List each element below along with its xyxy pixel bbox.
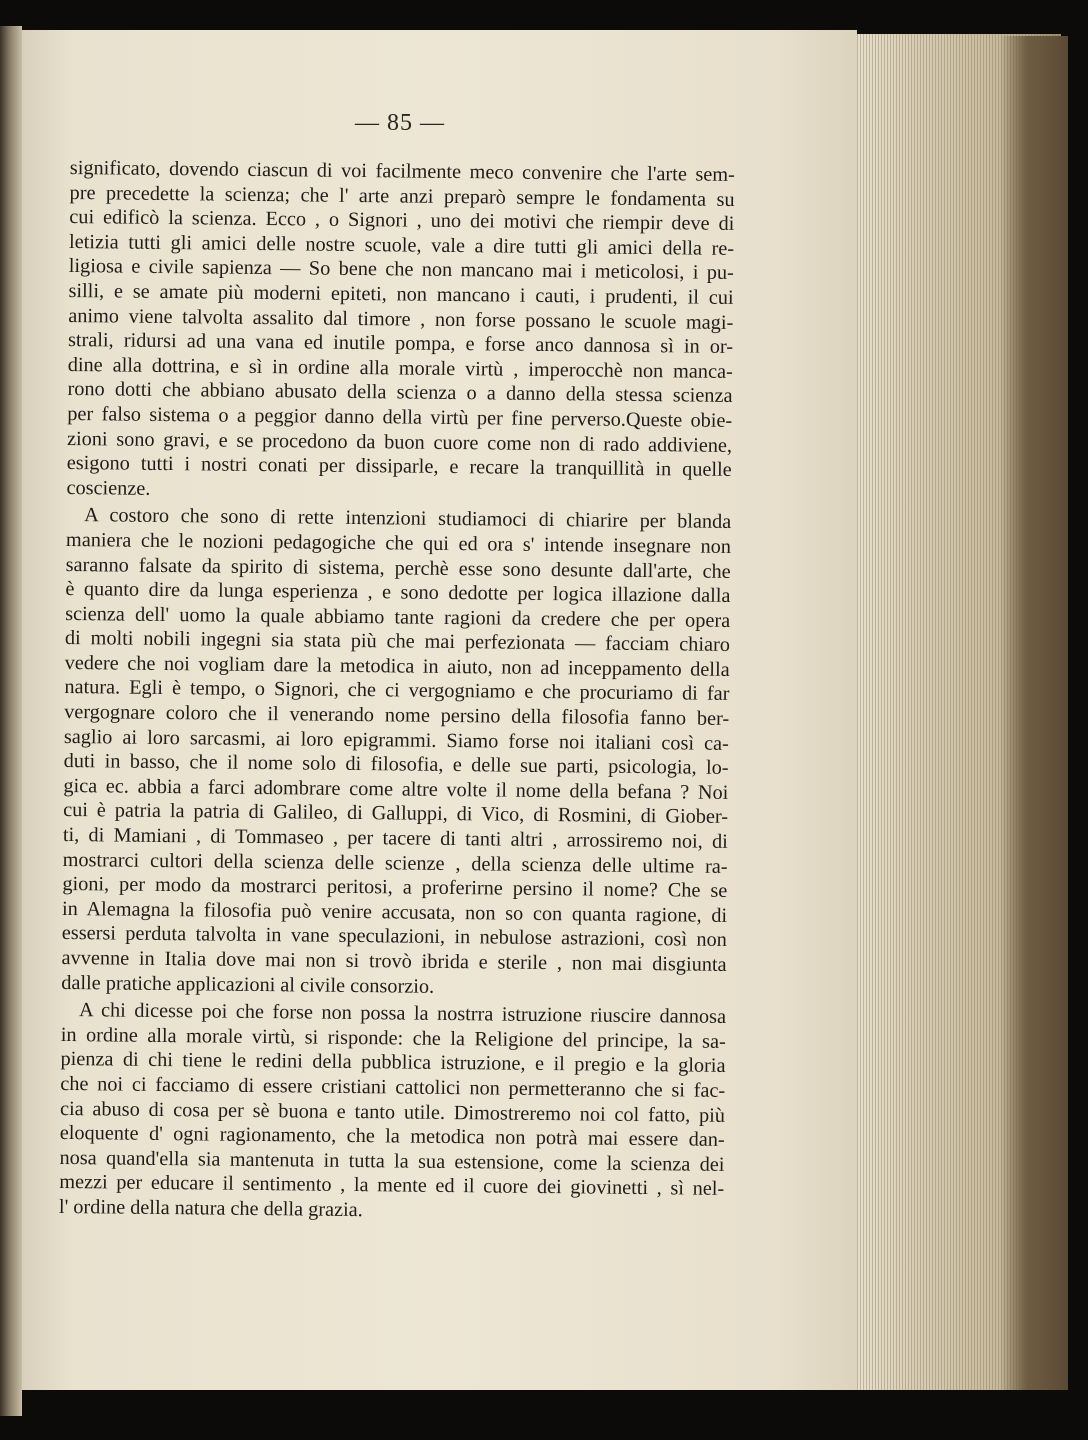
text-line: che noi ci facciamo di essere cristiani cattolici non permetteranno che si fac- <box>60 1072 726 1102</box>
text-line: maniera che le nozioni pedagogiche che qui ed ora s' intende insegnare non <box>65 528 732 558</box>
text-line: strali, ridursi ad una vana ed inutile pompa, e forse anco dannosa sì in or- <box>67 329 734 359</box>
text-line: pienza di chi tiene le redini della pubblica istruzione, e il pregio e la gloria <box>60 1048 726 1078</box>
text-line: silli, e se amate più moderni epiteti, non mancano i cauti, i prudenti, il cui <box>68 279 734 309</box>
text-line: gioni, per modo da mostrarci peritosi, a proferirne persino il nome? Che se <box>62 873 728 903</box>
text-line: cia abuso di cosa per sè buona e tanto utile. Dimostreremo noi col fatto, più <box>59 1097 726 1127</box>
book-cover-edge <box>1000 36 1068 1390</box>
text-line: in ordine alla morale virtù, si risponde: che la Religione del principe, la sa- <box>60 1023 726 1053</box>
previous-page-edge <box>0 26 22 1416</box>
text-line: letizia tutti gli amici delle nostre scuole, vale a dire tutti gli amici della re- <box>68 230 735 260</box>
text-line: cui è patria la patria di Galileo, di Galluppi, di Vico, di Rosmini, di Giober- <box>63 799 729 829</box>
text-line: saglio ai loro sarcasmi, ai loro epigrammi. Siamo forse noi italiani così ca- <box>63 725 729 755</box>
text-line: scienza dell' uomo la quale abbiamo tante ragioni da credere che per opera <box>65 602 731 632</box>
text-line: in Alemagna la filosofia può venire accusata, non so con quanta ragione, di <box>62 897 728 927</box>
paragraph-1 <box>66 156 735 507</box>
text-line: essersi perduta talvolta in vane speculazioni, in nebulose astrazioni, così non <box>61 922 727 952</box>
text-line: saranno falsate da spirito di sistema, perchè esse sono desunte dall'arte, che <box>65 553 731 583</box>
text-line: gica ec. abbia a farci adombrare come altre volte il nome della befana ? Noi <box>63 774 729 804</box>
text-line: mezzi per educare il sentimento , la mente ed il cuore dei giovinetti , sì nel- <box>59 1171 725 1201</box>
text-line: avvenne in Italia dove mai non si trovò ibrida e sterile , non mai disgiunta <box>61 946 727 976</box>
text-line: ti, di Mamiani , di Tommaseo , per tacere di tanti altri , arrossiremo noi, di <box>62 823 728 853</box>
text-line: ligiosa e civile sapienza — So bene che non mancano mai i meticolosi, i pu- <box>68 255 734 285</box>
text-line: significato, dovendo ciascun di voi facilmente meco convenire che l'arte sem- <box>69 156 735 186</box>
text-line: duti in basso, che il nome solo di filosofia, e delle sue parti, psicologia, lo- <box>63 750 729 780</box>
text-line: esigono tutti i nostri conati per dissiparle, e recare la tranquillità in quelle <box>66 452 732 482</box>
text-line: pre precedette la scienza; che l' arte anzi preparò sempre le fondamenta su <box>69 181 735 211</box>
text-line: A chi dicesse poi che forse non possa la nostrra istruzione riuscire dannosa <box>78 999 727 1029</box>
paragraph-2 <box>61 503 731 1002</box>
text-line: è quanto dire da lunga esperienza , e sono dedotte per logica illazione dalla <box>65 578 731 608</box>
text-line: dalle pratiche applicazioni al civile consorzio. <box>61 971 435 998</box>
text-line: vedere che noi vogliam dare la metodica in aiuto, non ad inceppamento della <box>64 651 730 681</box>
text-line: vergognare coloro che il venerando nome persino della filosofia fanno ber- <box>64 701 730 730</box>
paragraph-3 <box>59 998 726 1226</box>
text-line: rono dotti che abbiano abusato della scienza o a danno della stessa scienza <box>67 378 733 408</box>
text-line: dine alla dottrina, e sì in ordine alla morale virtù , imperocchè non manca- <box>67 353 733 383</box>
text-line: cui edificò la scienza. Ecco , o Signori , uno dei motivi che riempir deve di <box>69 206 735 236</box>
text-line: coscienze. <box>66 476 151 500</box>
text-line: natura. Egli è tempo, o Signori, che ci vergogniamo e che procuriamo di far <box>64 676 730 706</box>
text-line: eloquente d' ogni ragionamento, che la metodica non potrà mai essere dan- <box>59 1122 725 1152</box>
text-line: nosa quand'ella sia mantenuta in tutta la sua estensione, come la scienza dei <box>59 1146 725 1176</box>
text-line: A costoro che sono di rette intenzioni studiamoci di chiarire per blanda <box>84 504 732 534</box>
text-line: di molti nobili ingegni sia stata più che mai perfezionata — facciam chiaro <box>64 627 731 657</box>
text-line: mostrarci cultori della scienza delle scienze , della scienza delle ultime ra- <box>62 848 728 878</box>
text-line: animo viene talvolta assalito dal timore , non forse possano le scuole magi- <box>68 304 734 334</box>
text-line: zioni sono gravi, e se procedono da buon cuore come non di rado addiviene, <box>66 427 733 457</box>
text-line: l' ordine della natura che della grazia. <box>58 1195 363 1222</box>
page-number: — 85 — <box>355 110 445 136</box>
body-text <box>59 156 735 1226</box>
text-line: per falso sistema o a peggior danno della virtù per fine perverso.Queste obie- <box>67 402 733 432</box>
